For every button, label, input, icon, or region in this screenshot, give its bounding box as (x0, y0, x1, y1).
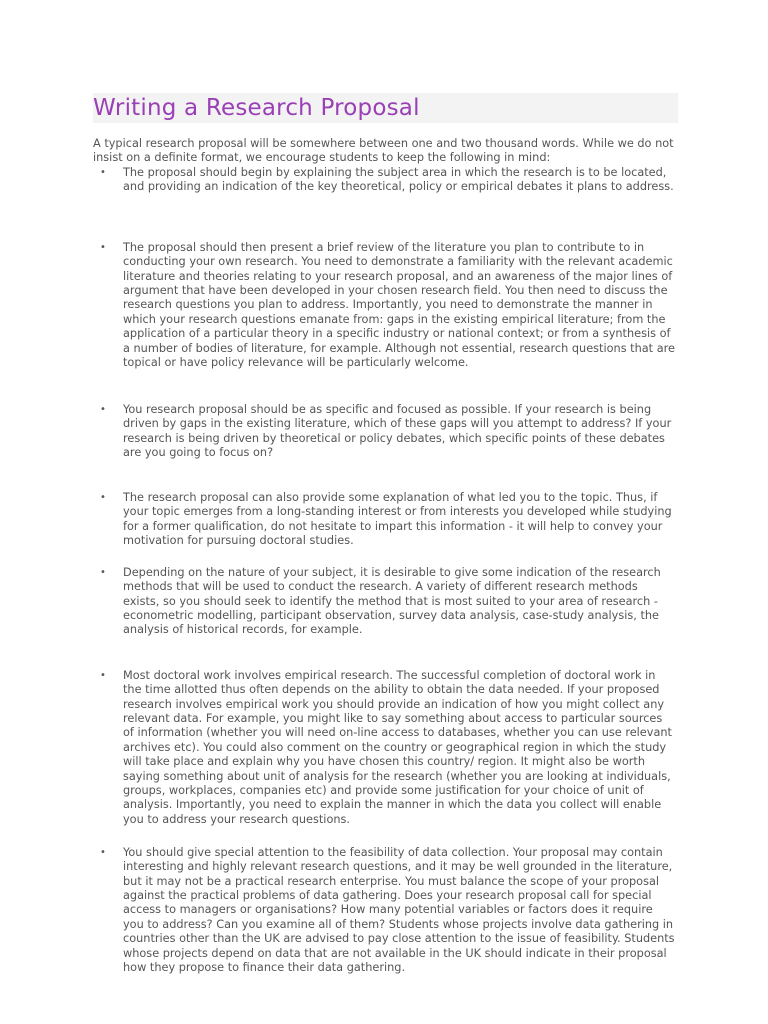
list-item (93, 403, 678, 475)
bullet-list (93, 166, 678, 976)
list-item (93, 491, 678, 553)
bullet-dot-icon: • (100, 669, 106, 681)
list-item (93, 846, 678, 976)
bullet-dot-icon: • (100, 566, 106, 578)
document-content (93, 93, 678, 975)
bullet-dot-icon: • (100, 403, 106, 415)
bullet-text: Most doctoral work involves empirical research. The successful completion of doctoral work in the time allotted thus often depends on the ability to obtain the data needed. If your proposed research involves empirical work you should provide an indication of how you might collect any relevant data. For example, you might like to say something about access to particular sources of information (whether you will need on-line access to databases, whether you can use relevant archives etc). You could also comment on the country or geographical region in which the study will take place and explain why you have chosen this country/ region. It might also be worth saying something about unit of analysis for the research (whether you are looking at individuals, groups, workplaces, companies etc) and provide some justification for your choice of unit of analysis. Importantly, you need to explain the manner in which the data you collect will enable you to address your research questions. (123, 668, 672, 826)
bullet-dot-icon: • (100, 846, 106, 858)
bullet-dot-icon: • (100, 166, 106, 178)
page-title: Writing a Research Proposal (93, 95, 420, 121)
bullet-dot-icon: • (100, 491, 106, 503)
bullet-text: The research proposal can also provide some explanation of what led you to the topic. Thus, if your topic emerges from a long-standing interest or from interests you developed while studying for a former qualification, do not hesitate to impart this information - it will help to convey your motivation for pursuing doctoral studies. (123, 490, 672, 548)
bullet-text: You research proposal should be as specific and focused as possible. If your research is being driven by gaps in the existing literature, which of these gaps will you attempt to address? If your research is being driven by theoretical or policy debates, which specific points of these debates are you going to focus on? (123, 402, 672, 460)
bullet-text: Depending on the nature of your subject, it is desirable to give some indication of the research methods that will be used to conduct the research. A variety of different research methods exists, so you should seek to identify the method that is most suited to your area of research - econometric modelling, participant observation, survey data analysis, case-study analysis, the analysis of historical records, for example. (123, 565, 661, 637)
title-bar (93, 93, 678, 123)
list-item (93, 166, 678, 224)
bullet-text: The proposal should begin by explaining the subject area in which the research is to be located, and providing an indication of the key theoretical, policy or empirical debates it plans to address. (123, 165, 674, 194)
bullet-text: You should give special attention to the feasibility of data collection. Your proposal may contain interesting and highly relevant research questions, and it may be well grounded in the literature, but it may not be a practical research enterprise. You must balance the scope of your proposal against the practical problems of data gathering. Does your research proposal call for special access to managers or organisations? How many potential variables or factors does it require you to address? Can you examine all of them? Students whose projects involve data gathering in countries other than the UK are advised to pay close attention to the issue of feasibility. Students whose projects depend on data that are not available in the UK should indicate in their proposal how they propose to finance their data gathering. (123, 845, 675, 975)
list-item (93, 241, 678, 389)
bullet-text: The proposal should then present a brief review of the literature you plan to contribute to in conducting your own research. You need to demonstrate a familiarity with the relevant academic literature and theories relating to your research proposal, and an awareness of the major lines of argument that have been developed in your chosen research field. You then need to discuss the research questions you plan to address. Importantly, you need to demonstrate the manner in which your research questions emanate from: gaps in the existing empirical literature; from the application of a particular theory in a specific industry or national context; or from a synthesis of a number of bodies of literature, for example. Although not essential, research questions that are topical or have policy relevance will be particularly welcome. (123, 240, 675, 370)
bullet-dot-icon: • (100, 241, 106, 253)
intro-paragraph: A typical research proposal will be somewhere between one and two thousand words. While we do not insist on a definite format, we encourage students to keep the following in mind: (93, 137, 674, 165)
list-item (93, 566, 678, 654)
list-item (93, 669, 678, 832)
